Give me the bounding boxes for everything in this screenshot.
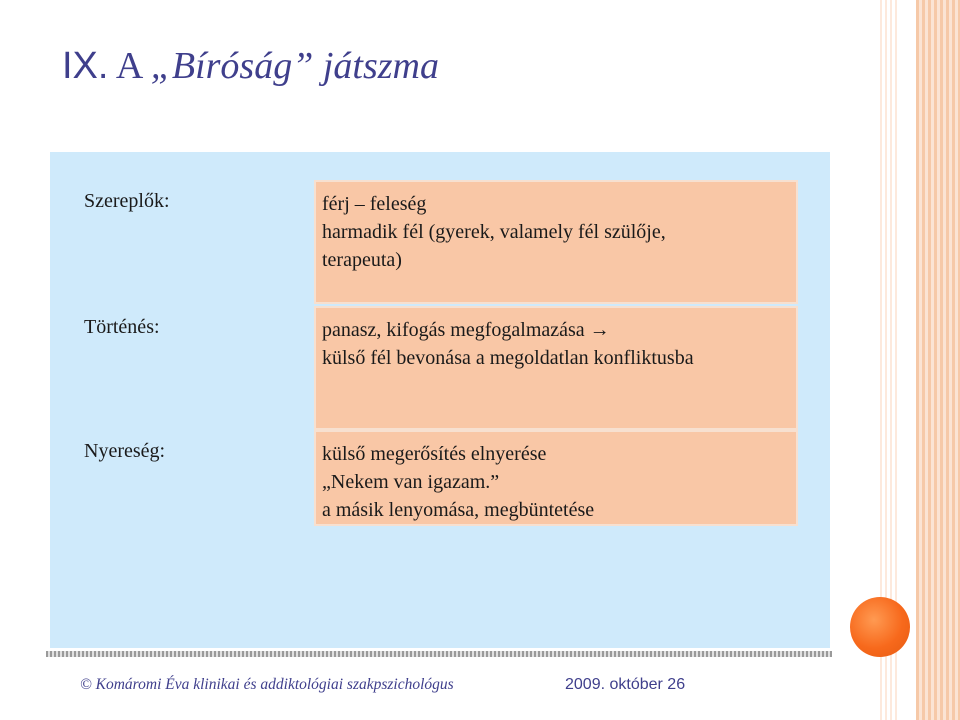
footer-separator: [46, 651, 832, 657]
footer-date: 2009. október 26: [565, 676, 686, 693]
slide-title: [62, 44, 439, 88]
row-label-gain: Nyereség:: [84, 440, 166, 462]
title-number: IX.: [62, 45, 109, 87]
row-line: külső fél bevonása a megoldatlan konfliktusba: [322, 347, 694, 369]
row-line: „Nekem van igazam.”: [322, 471, 500, 493]
row-line: terapeuta): [322, 249, 402, 271]
row-line: külső megerősítés elnyerése: [322, 443, 547, 465]
row-line: panasz, kifogás megfogalmazása →: [322, 319, 610, 341]
row-cell-gain: [314, 430, 798, 526]
title-suffix: játszma: [313, 45, 439, 87]
decorative-orb-icon: [850, 597, 910, 657]
decorative-stripes: [916, 0, 960, 720]
row-line: a másik lenyomása, megbüntetése: [322, 499, 595, 521]
row-line: férj – feleség: [322, 193, 427, 215]
row-label-events: Történés:: [84, 316, 160, 338]
title-quoted: „Bíróság”: [150, 45, 314, 87]
title-prefix: A: [108, 45, 151, 87]
row-cell-characters: [314, 180, 798, 304]
row-label-characters: Szereplők:: [84, 190, 170, 212]
footer-author: © Komáromi Éva klinikai és addiktológiai szakpszichológus: [80, 676, 454, 693]
row-line: harmadik fél (gyerek, valamely fél szülője,: [322, 221, 666, 243]
row-cell-events: [314, 306, 798, 430]
